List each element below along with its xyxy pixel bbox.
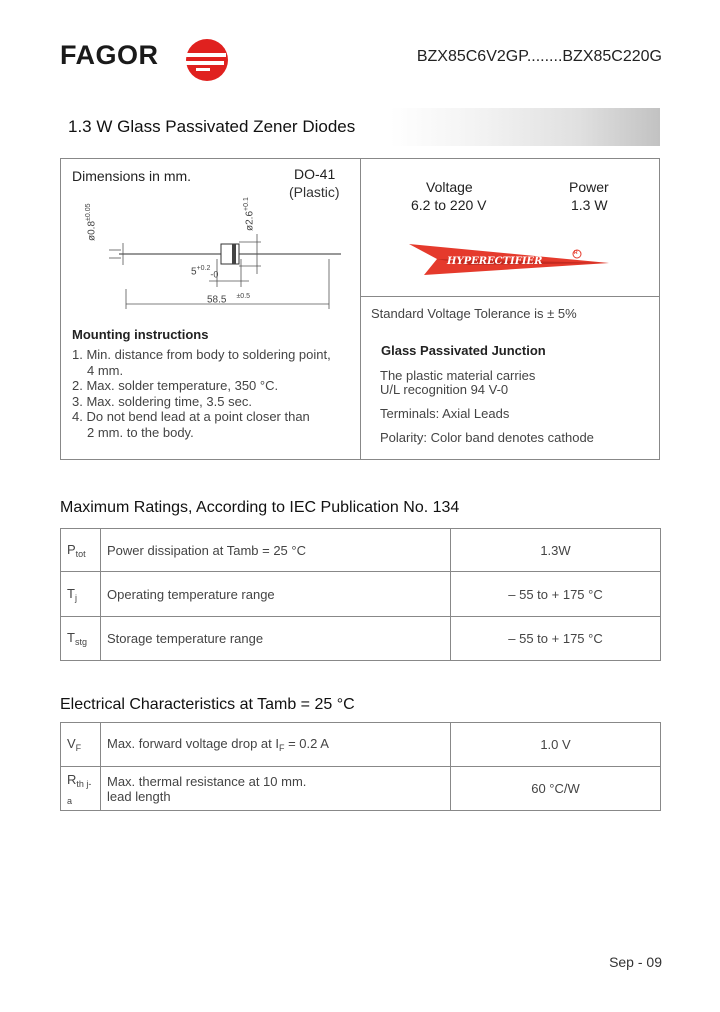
symbol-sub: th j-a: [67, 778, 92, 806]
mounting-item-cont: 2 mm. to the body.: [87, 424, 194, 440]
voltage-value: 6.2 to 220 V: [411, 197, 487, 213]
symbol-cell: [61, 617, 101, 661]
mounting-item-num: 2.: [72, 378, 83, 393]
body-length-value: 5: [191, 266, 197, 278]
table-row: [61, 529, 661, 572]
symbol: T: [67, 630, 75, 645]
feature-list: [380, 369, 594, 445]
dimensions-heading: Dimensions in mm.: [72, 168, 192, 184]
description-cell: Operating temperature range: [101, 572, 451, 617]
value-cell: 60 °C/W: [451, 767, 661, 811]
symbol: P: [67, 541, 76, 557]
lead-diameter-value: ø0.8: [86, 220, 98, 241]
features-panel: [360, 296, 660, 460]
body-length-tol-dn: -0: [210, 269, 219, 280]
description-cell: [101, 767, 451, 811]
package-name: DO-41: [294, 166, 336, 182]
value-cell: 1.3W: [451, 529, 661, 572]
diode-body: [221, 244, 239, 264]
value-cell: 1.0 V: [451, 723, 661, 767]
fagor-logo-icon: [176, 38, 238, 87]
symbol: V: [67, 736, 76, 751]
description-text-end: = 0.2 A: [284, 736, 329, 751]
symbol-cell: [61, 529, 101, 572]
table-row: [61, 617, 661, 661]
mounting-item-text: Max. solder temperature, 350 °C.: [86, 378, 279, 393]
mounting-heading: Mounting instructions: [72, 327, 209, 342]
voltage-label: Voltage: [426, 179, 473, 195]
title-bar: [60, 108, 660, 146]
overall-length-value: 58.5: [207, 294, 227, 306]
table-row: [61, 767, 661, 811]
description-cell: [101, 723, 451, 767]
symbol-cell: [61, 572, 101, 617]
brand-name: FAGOR: [60, 40, 159, 70]
mounting-item: [72, 347, 357, 363]
mounting-list: [72, 347, 357, 440]
mounting-item: [72, 409, 357, 425]
mounting-item-num: 4.: [72, 409, 83, 424]
body-diameter-tol: +0.1: [243, 197, 250, 211]
part-number-range: BZX85C6V2GP........BZX85C220G: [416, 48, 662, 65]
feature-item: Polarity: Color band denotes cathode: [380, 430, 594, 445]
symbol-cell: [61, 723, 101, 767]
title-gradient: [390, 108, 660, 146]
max-ratings-table: [60, 528, 661, 661]
max-ratings-heading: Maximum Ratings, According to IEC Publication No. 134: [60, 499, 460, 516]
mounting-item: [72, 394, 357, 410]
value-cell: – 55 to + 175 °C: [451, 572, 661, 617]
page-title: 1.3 W Glass Passivated Zener Diodes: [68, 117, 356, 136]
symbol-sub: F: [75, 743, 82, 753]
body-diameter-value: ø2.6: [244, 210, 256, 231]
feature-item-cont: U/L recognition 94 V-0: [380, 382, 509, 397]
description-cell: Storage temperature range: [101, 617, 451, 661]
symbol-sub: tot: [75, 548, 86, 559]
mounting-item-text: Max. soldering time, 3.5 sec.: [86, 393, 252, 409]
value-cell: – 55 to + 175 °C: [451, 617, 661, 661]
mounting-item-text: Do not bend lead at a point closer than: [86, 409, 310, 424]
lead-diameter-tol: ±0.05: [85, 203, 92, 221]
feature-heading: Glass Passivated Junction: [381, 343, 546, 358]
mounting-item-num: 3.: [72, 393, 83, 409]
mounting-item-text: Min. distance from body to soldering point,: [86, 347, 331, 362]
electrical-heading: Electrical Characteristics at Tamb = 25 °C: [60, 696, 355, 713]
tolerance-text: Standard Voltage Tolerance is ± 5%: [371, 306, 577, 321]
overall-length-label: [207, 293, 250, 305]
body-diameter-label: [243, 197, 255, 231]
symbol: T: [67, 585, 75, 601]
description-cell: Power dissipation at Tamb = 25 °C: [101, 529, 451, 572]
feature-item: Terminals: Axial Leads: [380, 406, 510, 421]
footer-date: Sep - 09: [609, 954, 662, 970]
description-sub: F: [278, 743, 285, 753]
body-length-tol-up: +0.2: [196, 265, 211, 272]
table-row: [61, 572, 661, 617]
dimensions-panel: [60, 158, 361, 460]
mounting-item-cont: 4 mm.: [87, 362, 124, 378]
electrical-table: [60, 722, 661, 811]
symbol-sub: stg: [74, 637, 87, 647]
table-row: [61, 723, 661, 767]
lead-diameter-label: [85, 204, 97, 241]
symbol-sub: j: [74, 592, 77, 603]
package-type: (Plastic): [289, 184, 340, 200]
registered-mark: R: [574, 250, 578, 256]
description-text-line2: lead length: [107, 788, 171, 804]
description-text: Max. thermal resistance at 10 mm.: [107, 773, 307, 789]
power-value: 1.3 W: [571, 197, 608, 213]
mounting-item-num: 1.: [72, 347, 83, 362]
body-length-label: [191, 265, 218, 279]
specs-panel: [360, 158, 660, 297]
description-text: Max. forward voltage drop at I: [107, 736, 279, 751]
power-label: Power: [569, 179, 609, 195]
symbol: R: [67, 771, 77, 787]
feature-item: The plastic material carries: [380, 368, 536, 383]
symbol-cell: [61, 767, 101, 811]
overall-length-tol: ±0.5: [236, 293, 251, 300]
mounting-item: [72, 378, 357, 394]
hyperectifier-text: HYPERECTIFIER: [447, 256, 543, 267]
